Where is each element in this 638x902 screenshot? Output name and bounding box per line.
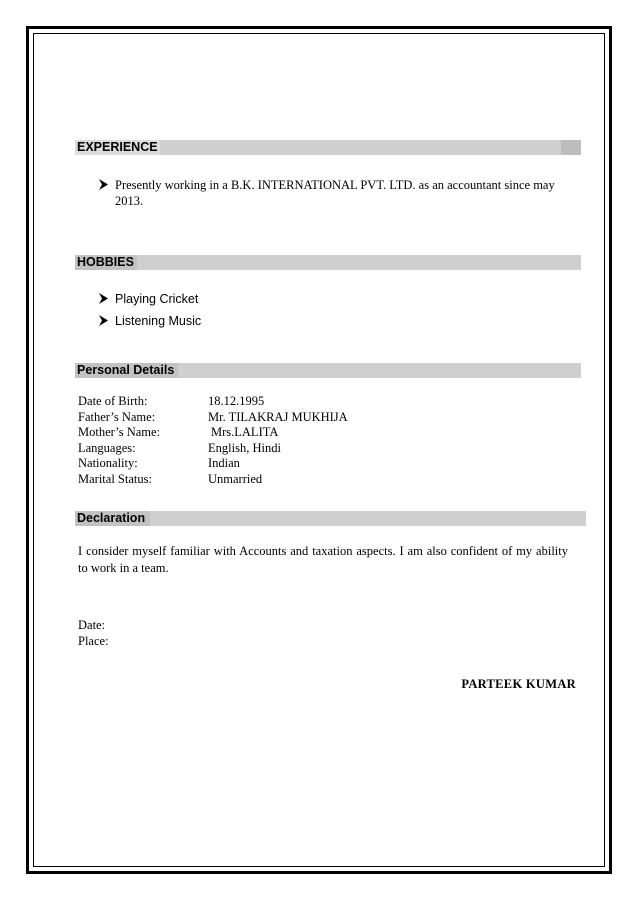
- detail-row-nationality: [78, 456, 398, 472]
- declaration-heading: Declaration: [75, 511, 150, 526]
- detail-row-languages: [78, 441, 398, 457]
- experience-item-line1: Presently working in a B.K. INTERNATIONAL PVT. LTD. as an accountant since may: [115, 178, 555, 192]
- detail-label: Marital Status:: [78, 471, 152, 486]
- arrow-bullet-icon: [98, 179, 109, 190]
- experience-section-bar: [75, 140, 581, 155]
- arrow-bullet-icon: [98, 315, 109, 326]
- hobby-item-text: Playing Cricket: [115, 292, 199, 306]
- declaration-text: I consider myself familiar with Accounts and taxation aspects. I am also confident of my ability to work in a team.: [78, 544, 568, 575]
- place-label: Place:: [78, 634, 109, 648]
- detail-label: Languages:: [78, 440, 136, 455]
- detail-row-father: [78, 410, 398, 426]
- detail-value: English, Hindi: [208, 440, 281, 455]
- experience-bar-end: [561, 140, 581, 155]
- experience-item-text: [115, 177, 555, 209]
- detail-label: Nationality:: [78, 456, 138, 470]
- personal-details-section-bar: [75, 363, 581, 378]
- detail-value: Indian: [208, 456, 240, 470]
- signature-name: PARTEEK KUMAR: [461, 677, 576, 691]
- hobby-item: [98, 291, 578, 307]
- declaration-section-bar: [75, 511, 586, 526]
- hobby-item: [98, 313, 578, 329]
- detail-value: 18.12.1995: [208, 394, 265, 408]
- arrow-bullet-icon: [98, 293, 109, 304]
- detail-label: Date of Birth:: [78, 394, 148, 408]
- hobbies-heading: HOBBIES: [75, 255, 137, 270]
- detail-row-dob: [78, 394, 398, 410]
- detail-value: Mr. TILAKRAJ MUKHIJA: [208, 409, 348, 424]
- experience-item-line2: 2013.: [115, 194, 144, 208]
- detail-label: Father’s Name:: [78, 409, 156, 424]
- date-label: Date:: [78, 618, 106, 632]
- experience-item: [98, 177, 578, 209]
- personal-details-table: [78, 394, 398, 487]
- detail-row-marital-status: [78, 472, 398, 488]
- personal-details-heading: Personal Details: [75, 363, 178, 378]
- hobby-item-text: Listening Music: [115, 314, 202, 328]
- hobbies-section-bar: [75, 255, 581, 270]
- experience-heading: EXPERIENCE: [75, 140, 160, 155]
- detail-label: Mother’s Name:: [78, 425, 161, 439]
- detail-row-mother: [78, 425, 398, 441]
- detail-value: Mrs.LALITA: [211, 425, 279, 439]
- detail-value: Unmarried: [208, 471, 263, 486]
